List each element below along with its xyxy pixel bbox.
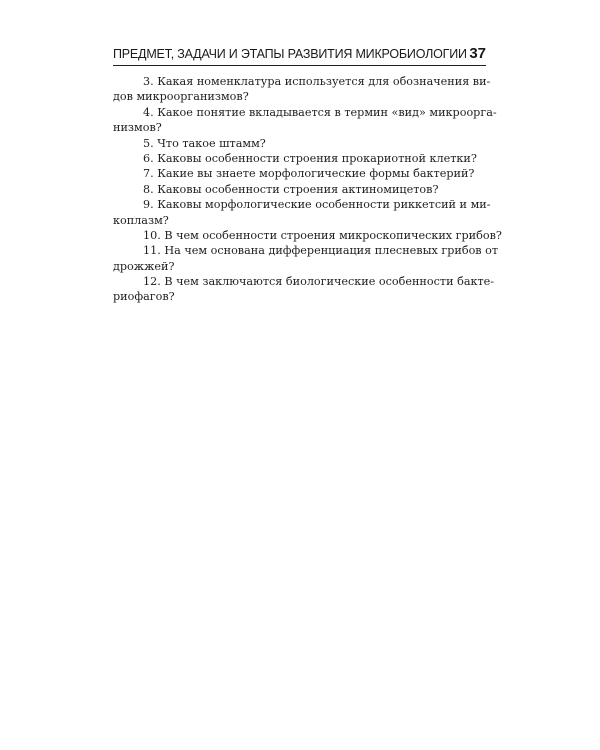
question-6-line-1: 6. Каковы особенности строения прокариотной клетки? <box>143 151 477 165</box>
question-8-line-1: 8. Каковы особенности строения актиномицетов? <box>143 182 439 196</box>
running-header <box>113 43 486 66</box>
question-10-line-1: 10. В чем особенности строения микроскопических грибов? <box>143 228 502 242</box>
question-5-line-1: 5. Что такое штамм? <box>143 136 266 150</box>
question-11-line-2: дрожжей? <box>113 259 175 273</box>
question-9-line-1: 9. Каковы морфологические особенности риккетсий и ми- <box>143 198 491 212</box>
header-title: ПРЕДМЕТ, ЗАДАЧИ И ЭТАПЫ РАЗВИТИЯ МИКРОБИОЛОГИИ <box>113 47 467 61</box>
question-12-line-2: риофагов? <box>113 290 175 304</box>
question-11-line-1: 11. На чем основана дифференциация плесневых грибов от <box>143 244 499 258</box>
question-list <box>113 74 502 305</box>
question-4-line-2: низмов? <box>113 121 162 135</box>
question-9-line-2: коплазм? <box>113 213 169 227</box>
question-7-line-1: 7. Какие вы знаете морфологические формы бактерий? <box>143 167 475 181</box>
question-3-line-1: 3. Какая номенклатура используется для обозначения ви- <box>143 75 491 88</box>
question-3-line-2: дов микроорганизмов? <box>113 90 249 104</box>
question-4-line-1: 4. Какое понятие вкладывается в термин «вид» микроорга- <box>143 105 497 119</box>
question-12-line-1: 12. В чем заключаются биологические особенности бакте- <box>143 275 495 289</box>
page-number: 37 <box>469 45 486 62</box>
